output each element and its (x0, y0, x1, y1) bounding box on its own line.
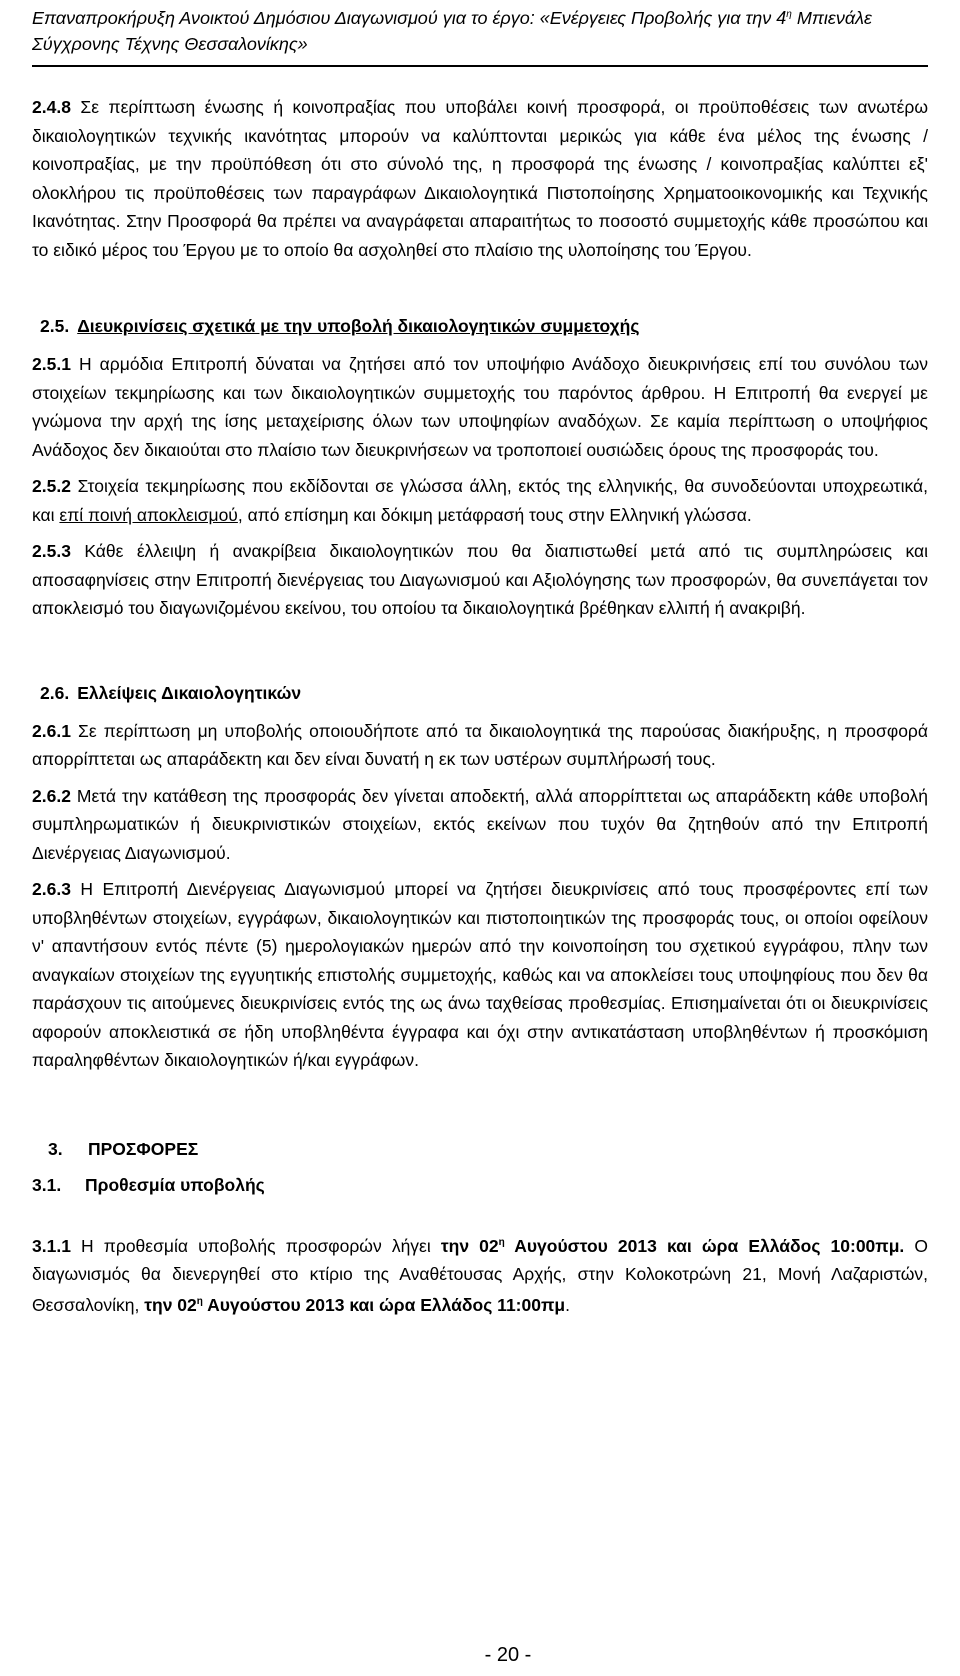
page-number: - 20 - (484, 1644, 532, 1666)
section-heading-3: 3. ΠΡΟΣΦΟΡΕΣ (48, 1138, 199, 1159)
paragraph-2-5-3: 2.5.3 Κάθε έλλειψη ή ανακρίβεια δικαιολογητικών που θα διαπιστωθεί μετά από τις συμπληρώσεις και αποσαφηνίσεις στην Επιτροπή διενέργειας του Διαγωνισμού και Αξιολόγησης των προσφορών, θα συνεπάγεται τον αποκλεισμό του διαγωνιζομένου εκείνου, του οποίου τα δικαιολογητικά βρέθηκαν ελλιπή ή ανακριβή. (32, 541, 928, 618)
paragraph-2-5-2: 2.5.2 Στοιχεία τεκμηρίωσης που εκδίδονται σε γλώσσα άλλη, εκτός της ελληνικής, θα συνοδεύονται υποχρεωτικά, και επί ποινή αποκλεισμού, από επίσημη και δόκιμη μετάφρασή τους στην Ελληνική γλώσσα. (32, 476, 928, 525)
header-line-1: Επαναπροκήρυξη Ανοικτού Δημόσιου Διαγωνισμού για το έργο: «Ενέργειες Προβολής για την $4^\eta$ Μπιενάλε (32, 8, 872, 28)
paragraph-2-5-1: 2.5.1 Η αρμόδια Επιτροπή δύναται να ζητήσει από τον υποψήφιο Ανάδοχο διευκρινήσεις επί του συνόλου των στοιχείων τεκμηρίωσης και των δικαιολογητικών συμμετοχής του παρόντος άρθρου. Η Επιτροπή θα ενεργεί με γνώμονα την αρχή της ίσης μεταχείρισης όλων των υποψηφίων αναδόχων. Σε καμία περίπτωση ο υποψήφιος Ανάδοχος δεν δικαιούται στο πλαίσιο των διευκρινήσεων να τροποποιεί ουσιώδεις όρους της προσφοράς του. (32, 354, 928, 460)
paragraph-3-1-1: 3.1.1 Η προθεσμία υποβολής προσφορών λήγει την $02^\eta$ Αυγούστου 2013 και ώρα Ελλάδος 10:00πμ. Ο διαγωνισμός θα διενεργηθεί στο κτίριο της Αναθέτουσας Αρχής, στην Κολοκοτρώνη 21, Μονή Λαζαριστών, Θεσσαλονίκη, την $02^\eta$ Αυγούστου 2013 και ώρα Ελλάδος 11:00πμ. (32, 1235, 928, 1316)
section-heading-2-6: 2.6. Ελλείψεις Δικαιολογητικών (40, 682, 302, 703)
paragraph-2-4-8: 2.4.8 Σε περίπτωση ένωσης ή κοινοπραξίας που υποβάλει κοινή προσφορά, οι προϋποθέσεις των ανωτέρω δικαιολογητικών τεχνικής ικανότητας μπορούν να καλύπτονται μερικώς για κάθε ένα μέλος της ένωσης / κοινοπραξίας, με την προϋπόθεση ότι στο σύνολό της, η προσφορά της ένωσης / κοινοπραξίας καλύπτει εξ' ολοκλήρου τις προϋποθέσεις των παραγράφων Δικαιολογητικά Πιστοποίησης Χρηματοοικονομικής και Τεχνικής Ικανότητας. Στην Προσφορά θα πρέπει να αναγράφεται απαραιτήτως το ποσοστό συμμετοχής κάθε προσώπου και το ειδικό μέρος του Έργου με το οποίο θα ασχοληθεί στο πλαίσιο της υλοποίησης του Έργου. (32, 97, 928, 260)
paragraph-2-6-2: 2.6.2 Μετά την κατάθεση της προσφοράς δεν γίνεται αποδεκτή, αλλά απορρίπτεται ως απαράδεκτη κάθε υποβολή συμπληρωματικών ή διευκρινιστικών στοιχείων, εκτός εκείνων που τυχόν θα ζητηθούν από την Επιτροπή Διενέργειας Διαγωνισμού. (32, 785, 928, 863)
section-heading-3-1: 3.1. Προθεσμία υποβολής (32, 1174, 265, 1195)
paragraph-2-6-1: 2.6.1 Σε περίπτωση μη υποβολής οποιουδήποτε από τα δικαιολογητικά της παρούσας διακήρυξης, η προσφορά απορρίπτεται ως απαράδεκτη και δεν είναι δυνατή η εκ των υστέρων συμπλήρωσή τους. (32, 720, 928, 769)
section-heading-2-5: 2.5. Διευκρινίσεις σχετικά με την υποβολή δικαιολογητικών συμμετοχής (40, 316, 640, 336)
running-header (32, 0, 928, 67)
paragraph-2-6-3: 2.6.3 Η Επιτροπή Διενέργειας Διαγωνισμού μπορεί να ζητήσει διευκρινίσεις από τους προσφέροντες επί των υποβληθέντων στοιχείων, εγγράφων, δικαιολογητικών και πιστοποιητικών της προσφοράς τους, οι οποίοι οφείλουν ν' απαντήσουν εντός πέντε (5) ημερολογιακών ημερών από την κοινοποίηση του σχετικού εγγράφου, πλην των αναγκαίων στοιχείων της εγγυητικής επιστολής συμμετοχής, καθώς και να αποκλείσει τους υποψηφίους που δεν θα παράσχουν τις αιτούμενες διευκρινίσεις εντός της ως άνω ταχθείσας προθεσμίας. Επισημαίνεται ότι οι διευκρινίσεις αφορούν αποκλειστικά σε ήδη υποβληθέντα έγγραφα και όχι στην αντικατάσταση υποβληθέντων ή προσκόμιση παραληφθέντων δικαιολογητικών ή/και εγγράφων. (32, 879, 928, 1070)
header-line-2: Σύγχρονης Τέχνης Θεσσαλονίκης» (32, 34, 308, 54)
